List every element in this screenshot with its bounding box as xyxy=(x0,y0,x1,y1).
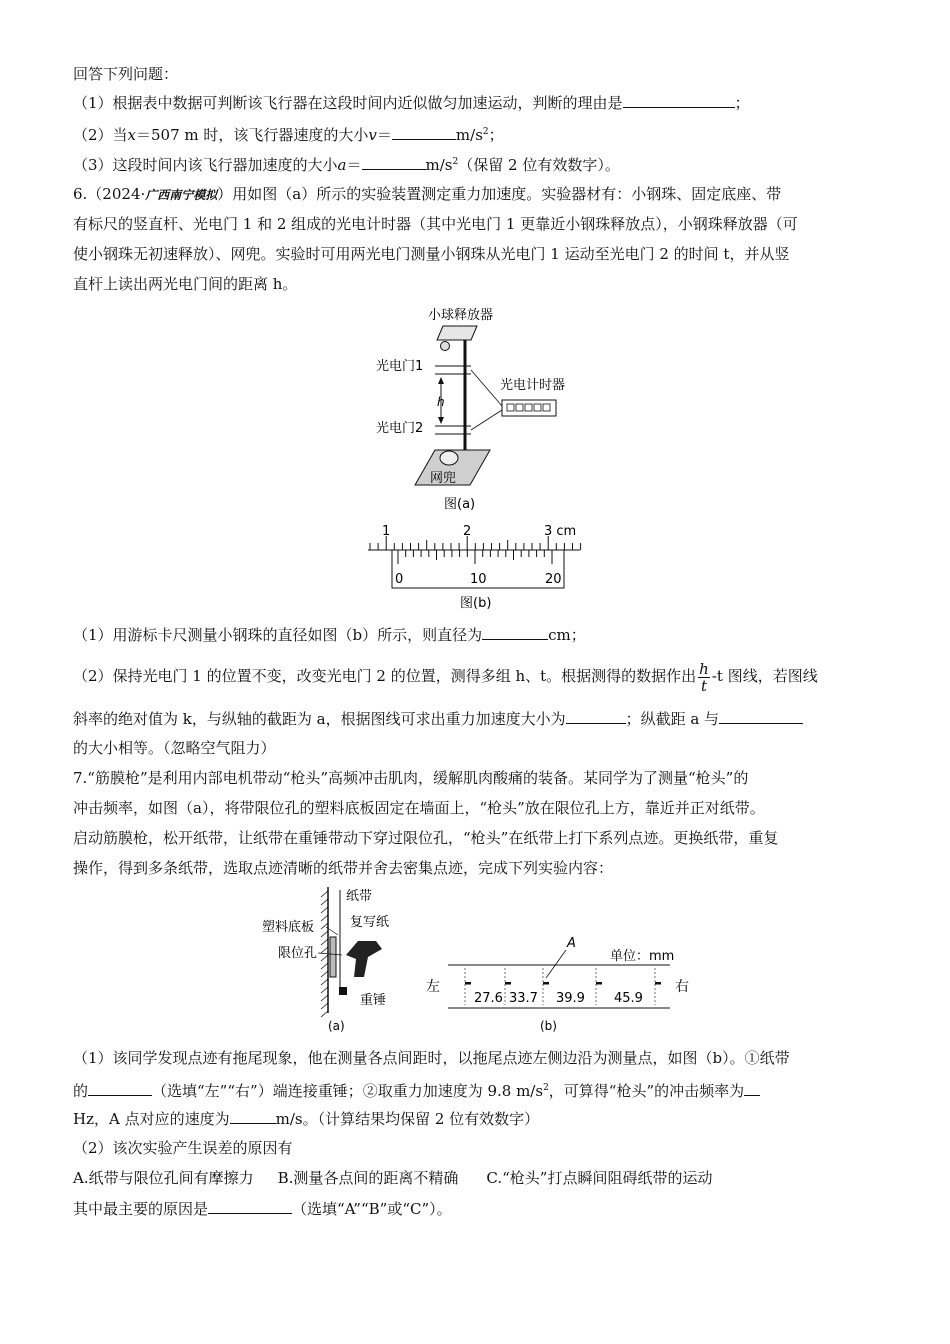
q5-part2-blank[interactable] xyxy=(392,124,456,140)
q7-answer-end: （选填“A”“B”或“C”）。 xyxy=(292,1200,452,1218)
timer-label: 光电计时器 xyxy=(500,378,566,393)
hatch-line xyxy=(321,891,328,897)
q6-number: 6.（2024· xyxy=(73,185,146,203)
q5-part2-end: ； xyxy=(488,126,504,144)
q7-figure-a-caption: (a) xyxy=(328,1019,345,1033)
plastic-base xyxy=(330,937,336,977)
q6-sub2-blank-g[interactable] xyxy=(566,708,626,724)
tape-dot xyxy=(505,982,511,985)
q7-figure-b xyxy=(420,930,710,1035)
q7-line3: 启动筋膜枪，松开纸带，让纸带在重锤带动下穿过限位孔，“枪头”在纸带上打下系列点迹。更换纸带，重复 xyxy=(73,829,779,847)
q6-figure-a xyxy=(360,300,600,515)
unit-label: 单位：mm xyxy=(610,949,675,964)
main-label-3: 3 cm xyxy=(544,524,577,539)
q5-part3-exp: 2 xyxy=(452,157,459,167)
releaser-label: 小球释放器 xyxy=(428,308,494,323)
q5-part1-text: （1）根据表中数据可判断该飞行器在这段时间内近似做匀加速运动，判断的理由是 xyxy=(73,94,623,112)
distance-3: 39.9 xyxy=(556,991,585,1006)
carbon-label: 复写纸 xyxy=(350,915,390,930)
timer-digit xyxy=(507,404,514,411)
q6-sub2-text: （2）保持光电门 1 的位置不变，改变光电门 2 的位置，测得多组 h、t。根据测得的数据作出 xyxy=(73,667,697,685)
q7-sub1-line1: （1）该同学发现点迹有拖尾现象，他在测量各点间距时，以拖尾点迹左侧边沿为测量点，如图（b）。①纸带 xyxy=(73,1049,790,1067)
q7-answer-pre: 其中最主要的原因是 xyxy=(73,1200,209,1218)
hatch-line xyxy=(321,947,328,953)
tape-dot xyxy=(543,982,549,985)
q6-sub1-text: （1）用游标卡尺测量小钢珠的直径如图（b）所示，则直径为 xyxy=(73,626,483,644)
q5-part1-blank[interactable] xyxy=(623,92,735,108)
q5-part2-unit: m/s xyxy=(455,126,483,144)
hatch-line xyxy=(321,907,328,913)
q6-sub1-blank[interactable] xyxy=(482,624,548,640)
var-x: x xyxy=(127,126,137,144)
main-label-1: 1 xyxy=(382,524,391,539)
hatch-line xyxy=(321,939,328,945)
hatch-line xyxy=(321,1003,328,1009)
timer-digit xyxy=(525,404,532,411)
q7-figure-a xyxy=(258,885,408,1035)
q6-line1: 用如图（a）所示的实验装置测定重力加速度。实验器材有：小钢珠、固定底座、带 xyxy=(232,185,782,203)
massage-gun xyxy=(346,941,382,977)
q6-line2: 有标尺的竖直杆、光电门 1 和 2 组成的光电计时器（其中光电门 1 更靠近小钢珠释放点），小钢珠释放器（可 xyxy=(73,215,798,233)
q7-sub1-line3-pre: Hz，A 点对应的速度为 xyxy=(73,1110,230,1128)
hatch-line xyxy=(321,915,328,921)
gate2-label: 光电门2 xyxy=(376,421,424,436)
tape-dot xyxy=(596,982,602,985)
hatch-line xyxy=(321,931,328,937)
q7-sub2: （2）该次实验产生误差的原因有 xyxy=(73,1139,293,1157)
hatch-line xyxy=(321,1011,328,1017)
main-label-2: 2 xyxy=(463,524,472,539)
hatch-line xyxy=(321,995,328,1001)
distance-2: 33.7 xyxy=(509,991,538,1006)
q6-head xyxy=(73,184,781,205)
q7-sub1-pre: 的 xyxy=(73,1082,89,1100)
q6-close: ） xyxy=(217,185,233,203)
q7-line2: 冲击频率，如图（a），将带限位孔的塑料底板固定在墙面上，“枪头”放在限位孔上方，靠近并正对纸带。 xyxy=(73,799,765,817)
q5-part2-pre: （2）当 xyxy=(73,126,128,144)
hatch-line xyxy=(321,979,328,985)
option-a: A.纸带与限位孔间有摩擦力 xyxy=(73,1169,254,1187)
h-label: h xyxy=(437,395,445,409)
hatch-line xyxy=(321,963,328,969)
option-b: B.测量各点间的距离不精确 xyxy=(277,1169,459,1187)
q6-sub2-line2 xyxy=(73,708,803,729)
timer-digit xyxy=(534,404,541,411)
h-arrow-down xyxy=(438,417,444,424)
hatch-line xyxy=(321,971,328,977)
q7-answer-blank[interactable] xyxy=(208,1198,292,1214)
q7-options xyxy=(73,1168,712,1188)
hatch-line xyxy=(321,899,328,905)
q6-sub2-post: -t 图线，若图线 xyxy=(711,667,818,685)
q6-sub2-line3: 的大小相等。（忽略空气阻力） xyxy=(73,739,276,757)
q5-part3-blank[interactable] xyxy=(362,154,426,170)
q7-sub1-blank-speed[interactable] xyxy=(230,1108,276,1124)
q5-part2-exp: 2 xyxy=(482,127,489,137)
q7-sub1-blank-freq[interactable] xyxy=(744,1080,760,1096)
q6-sub2-blank-a[interactable] xyxy=(719,708,803,724)
q7-line1: 7.“筋膜枪”是利用内部电机带动“枪头”高频冲击肌肉，缓解肌肉酸痛的装备。某同学为了测量“枪头”的 xyxy=(73,769,749,787)
q7-line4: 操作，得到多条纸带，选取点迹清晰的纸带并舍去密集点迹，完成下列实验内容： xyxy=(73,859,614,877)
q7-sub1-end: ，可算得“枪头”的冲击频率为 xyxy=(548,1082,745,1100)
net-pocket xyxy=(440,451,458,465)
tape-dot xyxy=(655,982,661,985)
base-label: 塑料底板 xyxy=(262,920,315,935)
figure-b-caption: 图(b) xyxy=(460,596,492,611)
q7-answer-line xyxy=(73,1198,452,1219)
q7-sub1-mid: （选填“左”“右”）端连接重锤；②取重力加速度为 9.8 m/s xyxy=(152,1082,544,1100)
q7-sub1-line2 xyxy=(73,1078,760,1101)
q7-sub1-line3-end: m/s。（计算结果均保留 2 位有效数字） xyxy=(275,1110,540,1128)
q6-line3: 使小钢珠无初速释放）、网兜。实验时可用两光电门测量小钢珠从光电门 1 运动至光电门 2 的时间 t，并从竖 xyxy=(73,245,790,263)
net-label: 网兜 xyxy=(430,471,457,486)
left-label: 左 xyxy=(426,979,440,995)
point-a-label: A xyxy=(567,936,576,951)
q5-part2 xyxy=(73,122,504,145)
releaser-plate xyxy=(437,326,477,340)
q7-sub1-blank-end[interactable] xyxy=(88,1080,152,1096)
hatch-line xyxy=(321,923,328,929)
wire-1 xyxy=(471,370,502,406)
steel-ball xyxy=(441,342,450,351)
vernier-label-20: 20 xyxy=(545,572,562,587)
hole-label: 限位孔 xyxy=(278,946,318,961)
vernier-label-0: 0 xyxy=(395,572,404,587)
hatch-line xyxy=(321,955,328,961)
distance-1: 27.6 xyxy=(474,991,503,1006)
var-v: v xyxy=(368,126,377,144)
h-over-t-fraction xyxy=(698,661,710,694)
q5-part3-unit: m/s xyxy=(425,156,453,174)
figure-a-caption: 图(a) xyxy=(444,497,476,512)
hatch-line xyxy=(321,987,328,993)
q6-sub1 xyxy=(73,624,586,645)
intro-text: 回答下列问题： xyxy=(73,65,179,83)
q6-figure-b xyxy=(360,518,600,614)
q5-part3-pre: （3）这段时间内该飞行器加速度的大小 xyxy=(73,156,338,174)
fraction-den: t xyxy=(700,676,708,695)
q6-line4: 直杆上读出两光电门间的距离 h。 xyxy=(73,275,298,293)
q7-sub1-exp: 2 xyxy=(543,1083,549,1093)
q6-source: 广西南宁模拟 xyxy=(145,188,218,202)
timer-digit xyxy=(543,404,550,411)
hammer xyxy=(339,987,347,995)
q6-sub2-line2-mid: ；纵截距 a 与 xyxy=(625,710,720,728)
timer-digit xyxy=(516,404,523,411)
hammer-label: 重锤 xyxy=(360,993,387,1008)
q5-part2-mid: ＝507 m 时，该飞行器速度的大小 xyxy=(136,126,369,144)
q5-part3 xyxy=(73,152,620,175)
q7-figure-b-caption: (b) xyxy=(540,1019,557,1033)
q6-sub2 xyxy=(73,656,818,696)
vernier-label-10: 10 xyxy=(470,572,487,587)
q5-part3-end: （保留 2 位有效数字）。 xyxy=(458,156,620,174)
q6-sub2-line2-text: 斜率的绝对值为 k，与纵轴的截距为 a，根据图线可求出重力加速度大小为 xyxy=(73,710,566,728)
h-arrow-up xyxy=(438,377,444,384)
distance-4: 45.9 xyxy=(614,991,643,1006)
q5-part2-eq: ＝ xyxy=(376,126,392,144)
q5-part1 xyxy=(73,92,750,113)
var-a: a xyxy=(337,156,347,174)
wire-2 xyxy=(471,410,502,430)
q5-part1-end: ； xyxy=(734,94,750,112)
q7-sub1-line3 xyxy=(73,1108,539,1129)
option-c: C.“枪头”打点瞬间阻碍纸带的运动 xyxy=(486,1169,713,1187)
q6-sub1-unit: cm； xyxy=(548,626,586,644)
q5-part3-eq: ＝ xyxy=(346,156,362,174)
fraction-num: h xyxy=(699,659,709,678)
gate1-label: 光电门1 xyxy=(376,359,424,374)
tape-dot xyxy=(465,982,471,985)
right-label: 右 xyxy=(675,979,689,995)
tape-label: 纸带 xyxy=(346,889,373,904)
